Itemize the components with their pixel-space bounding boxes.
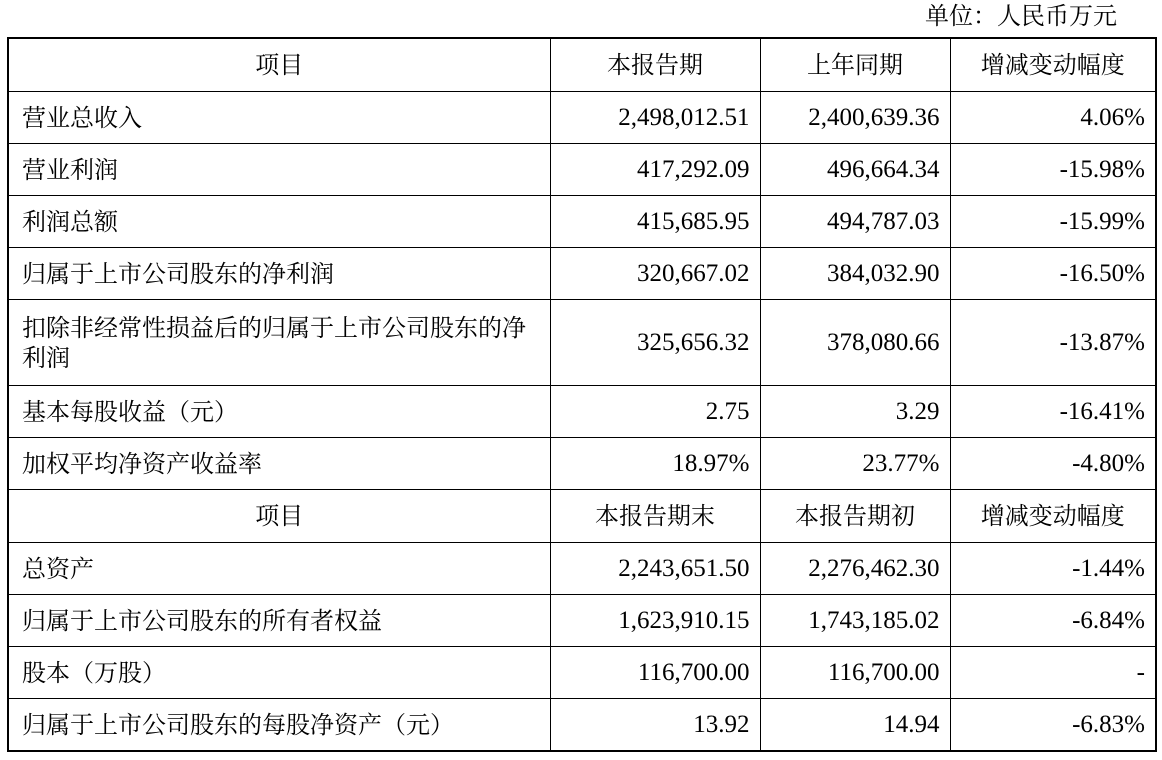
row-label: 营业总收入 xyxy=(8,92,550,144)
header-change-rate: 增减变动幅度 xyxy=(950,38,1156,92)
current-value: 2,243,651.50 xyxy=(550,543,760,595)
header-change-rate: 增减变动幅度 xyxy=(950,490,1156,543)
row-label: 归属于上市公司股东的所有者权益 xyxy=(8,595,550,647)
change-value: -6.84% xyxy=(950,595,1156,647)
table-row xyxy=(8,92,1156,144)
current-value: 116,700.00 xyxy=(550,647,760,699)
change-value: 4.06% xyxy=(950,92,1156,144)
prior-value: 14.94 xyxy=(760,699,950,752)
header-item: 项目 xyxy=(8,490,550,543)
row-label: 营业利润 xyxy=(8,144,550,196)
header-period-start: 本报告期初 xyxy=(760,490,950,543)
header-current-period: 本报告期 xyxy=(550,38,760,92)
prior-value: 23.77% xyxy=(760,438,950,490)
current-value: 1,623,910.15 xyxy=(550,595,760,647)
row-label: 归属于上市公司股东的净利润 xyxy=(8,248,550,300)
change-value: -15.99% xyxy=(950,196,1156,248)
prior-value: 116,700.00 xyxy=(760,647,950,699)
row-label: 利润总额 xyxy=(8,196,550,248)
change-value: -1.44% xyxy=(950,543,1156,595)
row-label: 股本（万股） xyxy=(8,647,550,699)
prior-value: 2,400,639.36 xyxy=(760,92,950,144)
change-value: -4.80% xyxy=(950,438,1156,490)
change-value: -15.98% xyxy=(950,144,1156,196)
current-value: 2.75 xyxy=(550,386,760,438)
row-label: 基本每股收益（元） xyxy=(8,386,550,438)
current-value: 417,292.09 xyxy=(550,144,760,196)
row-label: 加权平均净资产收益率 xyxy=(8,438,550,490)
current-value: 2,498,012.51 xyxy=(550,92,760,144)
prior-value: 496,664.34 xyxy=(760,144,950,196)
table-header-row xyxy=(8,490,1156,543)
current-value: 320,667.02 xyxy=(550,248,760,300)
prior-value: 378,080.66 xyxy=(760,300,950,386)
row-label: 归属于上市公司股东的每股净资产（元） xyxy=(8,699,550,752)
header-prior-year-period: 上年同期 xyxy=(760,38,950,92)
table-row xyxy=(8,300,1156,386)
table-header-row xyxy=(8,38,1156,92)
change-value: -13.87% xyxy=(950,300,1156,386)
change-value: -16.41% xyxy=(950,386,1156,438)
prior-value: 1,743,185.02 xyxy=(760,595,950,647)
prior-value: 494,787.03 xyxy=(760,196,950,248)
change-value: - xyxy=(950,647,1156,699)
current-value: 13.92 xyxy=(550,699,760,752)
table-row xyxy=(8,248,1156,300)
change-value: -16.50% xyxy=(950,248,1156,300)
prior-value: 384,032.90 xyxy=(760,248,950,300)
unit-label: 单位：人民币万元 xyxy=(925,2,1117,30)
row-label: 总资产 xyxy=(8,543,550,595)
change-value: -6.83% xyxy=(950,699,1156,752)
table-row xyxy=(8,386,1156,438)
current-value: 18.97% xyxy=(550,438,760,490)
header-item: 项目 xyxy=(8,38,550,92)
financial-summary-table xyxy=(7,37,1157,752)
table-row xyxy=(8,196,1156,248)
table-row xyxy=(8,144,1156,196)
table-row xyxy=(8,699,1156,752)
table-row xyxy=(8,647,1156,699)
current-value: 325,656.32 xyxy=(550,300,760,386)
prior-value: 3.29 xyxy=(760,386,950,438)
header-period-end: 本报告期末 xyxy=(550,490,760,543)
table-row xyxy=(8,438,1156,490)
current-value: 415,685.95 xyxy=(550,196,760,248)
row-label: 扣除非经常性损益后的归属于上市公司股东的净利润 xyxy=(8,300,550,386)
prior-value: 2,276,462.30 xyxy=(760,543,950,595)
table-row xyxy=(8,595,1156,647)
table-row xyxy=(8,543,1156,595)
